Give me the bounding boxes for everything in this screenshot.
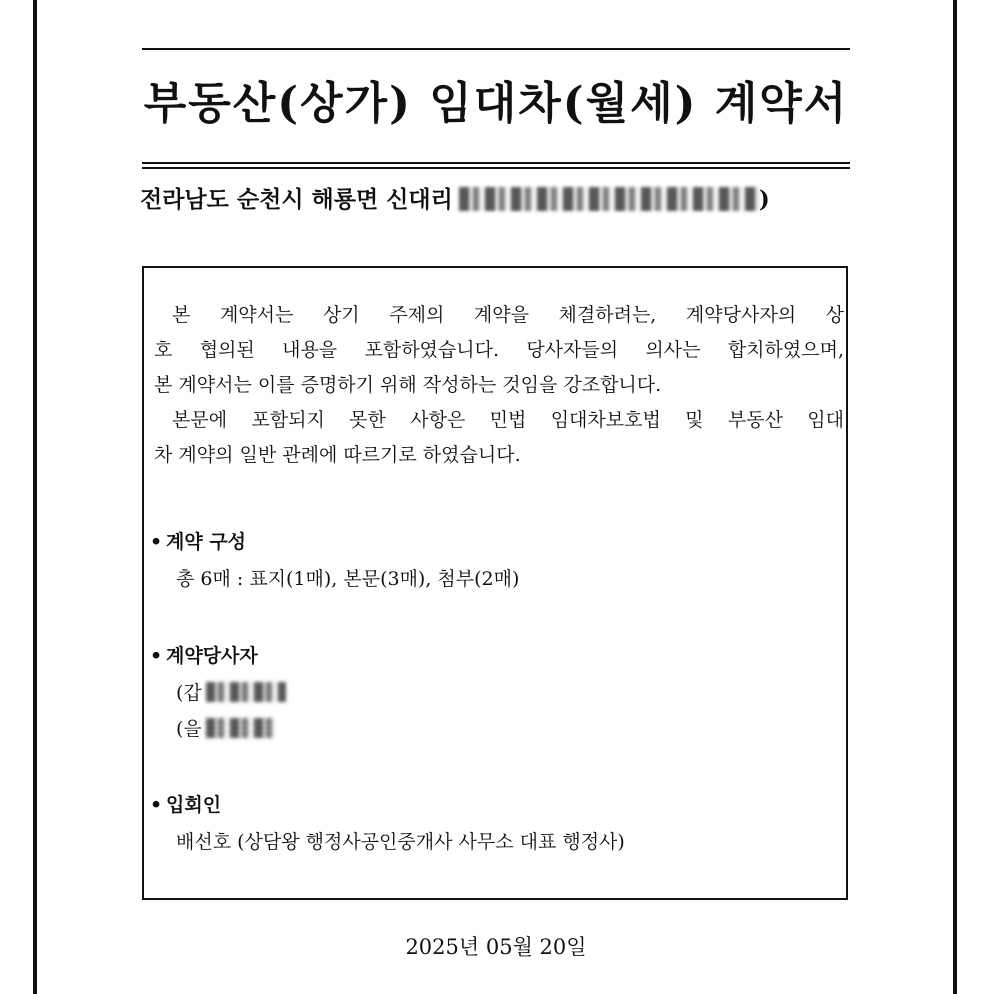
intro-line-2: 호 협의된 내용을 포함하였습니다. 당사자들의 의사는 합치하였으며, bbox=[154, 339, 844, 361]
party-b: (을 bbox=[176, 714, 276, 744]
contract-summary-box bbox=[142, 266, 848, 900]
redacted-party-b bbox=[206, 718, 276, 738]
page-frame-left bbox=[33, 0, 37, 994]
bullet-icon: • bbox=[150, 794, 163, 816]
address-close: ) bbox=[758, 186, 770, 213]
title-rule-top bbox=[142, 48, 850, 50]
property-address bbox=[140, 183, 860, 217]
contract-date: 2025년 05월 20일 bbox=[405, 935, 587, 959]
title-rule-bottom-double bbox=[142, 167, 850, 169]
composition-detail: 총 6매 : 표지(1매), 본문(3매), 첨부(2매) bbox=[176, 568, 520, 590]
redacted-party-a bbox=[206, 682, 286, 702]
bullet-icon: • bbox=[150, 645, 163, 667]
document-title: 부동산(상가) 임대차(월세) 계약서 bbox=[143, 78, 849, 129]
page-frame-right bbox=[953, 0, 957, 994]
address-text: 전라남도 순천시 해룡면 신대리 bbox=[140, 186, 453, 213]
intro-line-5: 차 계약의 일반 관례에 따르기로 하였습니다. bbox=[154, 444, 521, 466]
parties-heading: • 계약당사자 bbox=[150, 641, 258, 671]
intro-line-1: 본 계약서는 상기 주제의 계약을 체결하려는, 계약당사자의 상 bbox=[172, 304, 844, 326]
witness-heading: • 입회인 bbox=[150, 790, 221, 820]
intro-line-3: 본 계약서는 이를 증명하기 위해 작성하는 것임을 강조합니다. bbox=[154, 374, 662, 396]
party-a: (갑 bbox=[176, 678, 286, 708]
title-rule-bottom bbox=[142, 162, 850, 164]
composition-heading: • 계약 구성 bbox=[150, 527, 246, 557]
redacted-address-detail bbox=[459, 187, 759, 211]
bullet-icon: • bbox=[150, 531, 163, 553]
witness-detail: 배선호 (상담왕 행정사공인중개사 사무소 대표 행정사) bbox=[176, 831, 625, 853]
intro-line-4: 본문에 포함되지 못한 사항은 민법 임대차보호법 및 부동산 임대 bbox=[172, 409, 844, 431]
